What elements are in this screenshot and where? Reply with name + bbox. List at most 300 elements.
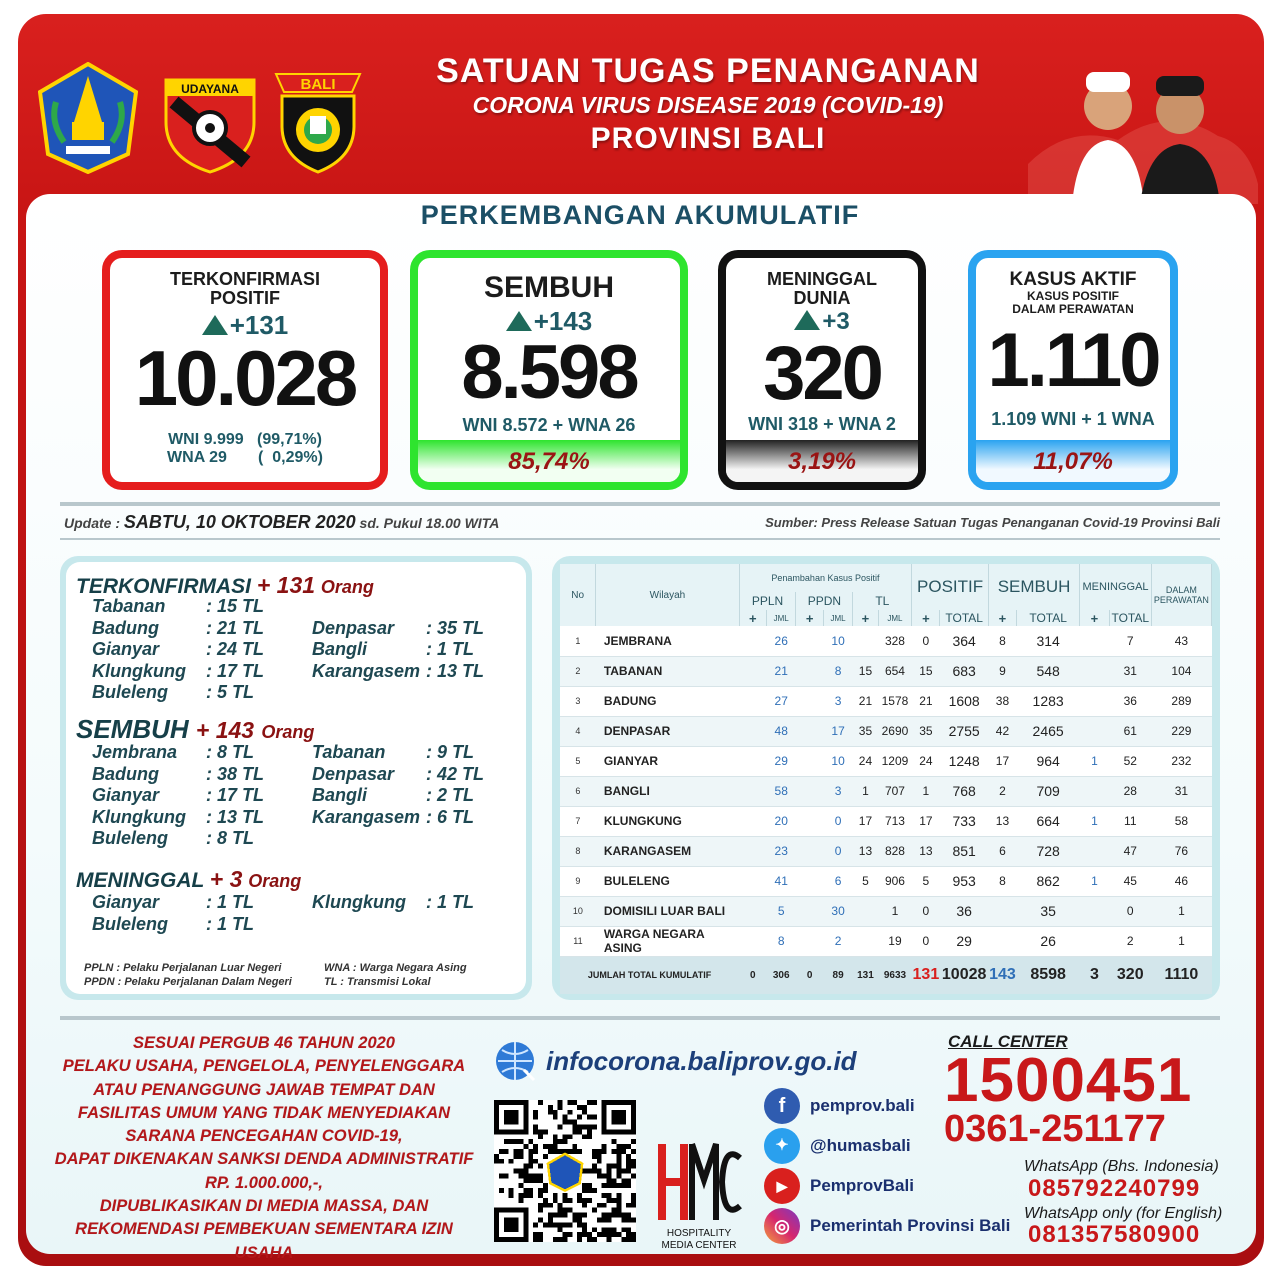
district-name: Gianyar bbox=[92, 892, 160, 912]
district-count: : 1 TL bbox=[426, 892, 474, 912]
konfirmasi-count: + 131 bbox=[256, 572, 316, 598]
table-cell: 5 bbox=[853, 866, 878, 896]
konfirmasi-title: TERKONFIRMASI bbox=[76, 575, 251, 598]
table-cell: 5 bbox=[912, 866, 940, 896]
card-meninggal-pct: 3,19% bbox=[726, 440, 918, 482]
district-name: Karangasem bbox=[312, 806, 421, 827]
update-date: SABTU, 10 OKTOBER 2020 bbox=[123, 512, 356, 532]
th-ppdn: PPDN bbox=[796, 592, 853, 610]
table-cell: 728 bbox=[1017, 836, 1080, 866]
table-cell: 46 bbox=[1151, 866, 1211, 896]
youtube-icon: ▶ bbox=[764, 1168, 800, 1204]
table-cell: 2 bbox=[560, 656, 596, 686]
district-count: : 8 TL bbox=[206, 828, 254, 849]
district-name: Jembrana bbox=[92, 742, 178, 762]
table-cell bbox=[796, 716, 823, 746]
th-ppln: PPLN bbox=[739, 592, 796, 610]
twitter-handle: @humasbali bbox=[810, 1136, 911, 1155]
table-cell bbox=[796, 866, 823, 896]
bali-province-logo bbox=[38, 62, 138, 174]
district-count: : 17 TL bbox=[206, 660, 265, 681]
table-total-row bbox=[560, 956, 1212, 994]
table-cell: 35 bbox=[1017, 896, 1080, 926]
table-cell-wilayah: DENPASAR bbox=[596, 716, 739, 746]
table-cell: 10 bbox=[560, 896, 596, 926]
table-cell bbox=[796, 836, 823, 866]
call-center-label: CALL CENTER bbox=[948, 1032, 1068, 1051]
table-cell: 9 bbox=[988, 656, 1016, 686]
district-count: : 13 TL bbox=[206, 806, 265, 827]
table-cell bbox=[853, 896, 878, 926]
total-cell: 0 bbox=[739, 956, 766, 994]
table-cell: 31 bbox=[1109, 656, 1151, 686]
district-count: : 38 TL bbox=[206, 763, 265, 784]
table-cell: 20 bbox=[766, 806, 795, 836]
whatsapp-en-number[interactable]: 081357580900 bbox=[1028, 1221, 1201, 1248]
district-count: : 2 TL bbox=[426, 785, 474, 806]
card-meninggal-value: 320 bbox=[763, 330, 881, 416]
udayana-logo-text: UDAYANA bbox=[181, 82, 239, 96]
table-cell: 1 bbox=[1080, 806, 1109, 836]
district-count: : 1 TL bbox=[206, 892, 254, 912]
table-cell: 768 bbox=[940, 776, 988, 806]
card-kasus-aktif bbox=[968, 250, 1178, 490]
notice-line: SARANA PENCEGAHAN COVID-19, bbox=[125, 1127, 403, 1146]
th-sembuh-total: TOTAL bbox=[1017, 610, 1080, 626]
table-cell: 906 bbox=[878, 866, 912, 896]
total-label: JUMLAH TOTAL KUMULATIF bbox=[560, 956, 739, 994]
district-name: Tabanan bbox=[92, 596, 166, 616]
table-cell: 0 bbox=[823, 806, 852, 836]
meninggal-unit: Orang bbox=[248, 871, 302, 891]
th-meninggal-total: TOTAL bbox=[1109, 610, 1151, 626]
table-cell: 654 bbox=[878, 656, 912, 686]
table-cell: 548 bbox=[1017, 656, 1080, 686]
qr-code[interactable] bbox=[494, 1100, 636, 1242]
card-aktif-pct: 11,07% bbox=[976, 440, 1170, 482]
card-aktif-value: 1.110 bbox=[987, 318, 1159, 404]
district-name: Denpasar bbox=[312, 617, 395, 638]
district-count: : 21 TL bbox=[206, 617, 265, 638]
th-meninggal: MENINGGAL bbox=[1080, 564, 1152, 610]
table-row bbox=[560, 746, 1212, 776]
table-cell: 38 bbox=[988, 686, 1016, 716]
table-cell: 61 bbox=[1109, 716, 1151, 746]
district-name: Gianyar bbox=[92, 639, 160, 660]
table-cell: 1 bbox=[560, 626, 596, 656]
table-cell: 328 bbox=[878, 626, 912, 656]
table-cell bbox=[853, 926, 878, 956]
daily-summary-inner bbox=[66, 562, 526, 994]
total-cell: 3 bbox=[1080, 956, 1109, 994]
table-cell: 2755 bbox=[940, 716, 988, 746]
daily-summary-panel bbox=[60, 556, 532, 1000]
district-count: : 24 TL bbox=[206, 639, 265, 660]
table-cell: 28 bbox=[1109, 776, 1151, 806]
update-suffix: sd. Pukul 18.00 WITA bbox=[359, 515, 500, 531]
table-cell: 828 bbox=[878, 836, 912, 866]
sembuh-heading bbox=[76, 714, 314, 745]
card-aktif-label3: DALAM PERAWATAN bbox=[1012, 301, 1134, 316]
table-cell-wilayah: BANGLI bbox=[596, 776, 739, 806]
table-row bbox=[560, 896, 1212, 926]
table-cell: 1 bbox=[1151, 896, 1211, 926]
notice-line: SESUAI PERGUB 46 TAHUN 2020 bbox=[133, 1034, 395, 1052]
district-name: Tabanan bbox=[312, 742, 386, 762]
card-meninggal-label2: DUNIA bbox=[793, 287, 851, 308]
card-meninggal bbox=[718, 250, 926, 490]
table-cell: 232 bbox=[1151, 746, 1211, 776]
notice-line: RP. 1.000.000,-, bbox=[204, 1173, 324, 1192]
table-cell bbox=[1080, 926, 1109, 956]
sembuh-title: SEMBUH bbox=[76, 714, 189, 744]
table-cell: 17 bbox=[823, 716, 852, 746]
leaders-photo bbox=[1028, 44, 1258, 204]
source-line: Sumber: Press Release Satuan Tugas Penanganan Covid-19 Provinsi Bali bbox=[765, 515, 1220, 530]
table-cell: 19 bbox=[878, 926, 912, 956]
table-cell: 76 bbox=[1151, 836, 1211, 866]
th-ppln-jml: JML bbox=[766, 610, 795, 626]
card-positif-delta-value: +131 bbox=[229, 309, 289, 340]
table-cell: 29 bbox=[766, 746, 795, 776]
facebook-icon: f bbox=[764, 1088, 800, 1124]
th-penambahan: Penambahan Kasus Positif bbox=[739, 564, 912, 592]
hmc-logo bbox=[654, 1140, 744, 1250]
table-cell bbox=[796, 926, 823, 956]
table-cell bbox=[1080, 896, 1109, 926]
update-line bbox=[64, 512, 499, 533]
legend-ppln: PPLN : Pelaku Perjalanan Luar Negeri bbox=[84, 962, 282, 974]
table-cell bbox=[739, 686, 766, 716]
district-count: : 35 TL bbox=[426, 617, 485, 638]
instagram-icon: ◎ bbox=[764, 1208, 800, 1244]
total-cell: 0 bbox=[796, 956, 823, 994]
phone-number[interactable]: 0361-251177 bbox=[944, 1108, 1166, 1150]
table-cell: 36 bbox=[1109, 686, 1151, 716]
district-count: : 8 TL bbox=[206, 742, 254, 762]
table-cell: 1283 bbox=[1017, 686, 1080, 716]
district-count: : 1 TL bbox=[426, 639, 474, 660]
district-table-panel bbox=[552, 556, 1220, 1000]
district-name: Badung bbox=[92, 617, 159, 638]
district-count: : 13 TL bbox=[426, 660, 485, 681]
globe-icon bbox=[494, 1040, 536, 1082]
table-cell: 6 bbox=[560, 776, 596, 806]
table-cell: 0 bbox=[912, 926, 940, 956]
table-cell: 47 bbox=[1109, 836, 1151, 866]
district-table-body bbox=[560, 626, 1212, 956]
card-aktif-label1: KASUS AKTIF bbox=[1009, 269, 1137, 290]
table-cell: 35 bbox=[912, 716, 940, 746]
th-ppdn-jml: JML bbox=[823, 610, 852, 626]
district-name: Buleleng bbox=[92, 682, 169, 703]
table-cell-wilayah: GIANYAR bbox=[596, 746, 739, 776]
table-cell: 10 bbox=[823, 626, 852, 656]
table-cell bbox=[796, 626, 823, 656]
header-title: SATUAN TUGAS PENANGANAN bbox=[436, 52, 980, 90]
district-name: Buleleng bbox=[92, 913, 169, 934]
polda-bali-logo bbox=[268, 62, 368, 174]
table-cell: 664 bbox=[1017, 806, 1080, 836]
twitter-icon: ✦ bbox=[764, 1128, 800, 1164]
up-arrow-icon bbox=[794, 310, 820, 330]
th-sembuh-plus: + bbox=[988, 610, 1016, 626]
card-positif-wna: WNA 29 ( 0,29%) bbox=[167, 448, 323, 466]
card-sembuh-pct: 85,74% bbox=[418, 440, 680, 482]
table-cell-wilayah: BADUNG bbox=[596, 686, 739, 716]
table-row bbox=[560, 866, 1212, 896]
table-cell: 1 bbox=[878, 896, 912, 926]
table-cell: 11 bbox=[560, 926, 596, 956]
table-cell: 713 bbox=[878, 806, 912, 836]
th-meninggal-plus: + bbox=[1080, 610, 1109, 626]
table-cell bbox=[739, 896, 766, 926]
notice-line: ATAU PENANGGUNG JAWAB TEMPAT DAN bbox=[93, 1080, 435, 1099]
website-link[interactable]: infocorona.baliprov.go.id bbox=[546, 1046, 857, 1076]
table-cell bbox=[739, 806, 766, 836]
social-instagram[interactable] bbox=[764, 1208, 1010, 1244]
table-cell: 8 bbox=[988, 626, 1016, 656]
table-cell: 2 bbox=[988, 776, 1016, 806]
district-name: Denpasar bbox=[312, 763, 395, 784]
table-cell bbox=[796, 896, 823, 926]
table-cell: 13 bbox=[988, 806, 1016, 836]
card-positif-value: 10.028 bbox=[134, 333, 356, 422]
table-cell: 17 bbox=[988, 746, 1016, 776]
table-cell bbox=[796, 686, 823, 716]
th-tl-jml: JML bbox=[878, 610, 912, 626]
table-cell: 709 bbox=[1017, 776, 1080, 806]
table-cell: 1 bbox=[853, 776, 878, 806]
card-sembuh-value: 8.598 bbox=[461, 329, 637, 415]
table-cell: 58 bbox=[1151, 806, 1211, 836]
up-arrow-icon bbox=[202, 315, 228, 335]
table-cell: 43 bbox=[1151, 626, 1211, 656]
district-name: Karangasem bbox=[312, 660, 421, 681]
table-cell: 0 bbox=[912, 626, 940, 656]
table-row bbox=[560, 716, 1212, 746]
table-cell: 42 bbox=[988, 716, 1016, 746]
call-center-number[interactable]: 1500451 bbox=[944, 1046, 1193, 1115]
table-cell: 15 bbox=[912, 656, 940, 686]
table-cell: 707 bbox=[878, 776, 912, 806]
whatsapp-id-number[interactable]: 085792240799 bbox=[1028, 1175, 1201, 1202]
table-cell: 13 bbox=[912, 836, 940, 866]
table-row bbox=[560, 686, 1212, 716]
card-aktif-sub: 1.109 WNI + 1 WNA bbox=[991, 409, 1155, 430]
th-sembuh: SEMBUH bbox=[988, 564, 1079, 610]
th-dalam-perawatan: DALAM PERAWATAN bbox=[1151, 564, 1211, 626]
table-cell: 6 bbox=[988, 836, 1016, 866]
social-facebook[interactable] bbox=[764, 1088, 915, 1124]
card-sembuh bbox=[410, 250, 688, 490]
table-cell: 31 bbox=[1151, 776, 1211, 806]
table-cell: 0 bbox=[912, 896, 940, 926]
table-cell: 21 bbox=[912, 686, 940, 716]
table-cell: 24 bbox=[912, 746, 940, 776]
notice-line: DIPUBLIKASIKAN DI MEDIA MASSA, DAN bbox=[99, 1197, 429, 1216]
update-prefix: Update : bbox=[64, 515, 120, 531]
table-cell bbox=[739, 926, 766, 956]
table-cell-wilayah: KLUNGKUNG bbox=[596, 806, 739, 836]
facebook-handle: pemprov.bali bbox=[810, 1096, 915, 1115]
card-meninggal-delta-value: +3 bbox=[822, 307, 850, 335]
table-cell: 36 bbox=[940, 896, 988, 926]
table-cell bbox=[1080, 716, 1109, 746]
table-cell bbox=[739, 836, 766, 866]
table-cell: 1608 bbox=[940, 686, 988, 716]
table-cell bbox=[1080, 776, 1109, 806]
table-cell bbox=[1080, 686, 1109, 716]
card-aktif-label2: KASUS POSITIF bbox=[1026, 288, 1119, 303]
table-cell bbox=[739, 656, 766, 686]
table-cell: 11 bbox=[1109, 806, 1151, 836]
district-name: Klungkung bbox=[92, 660, 186, 681]
table-cell: 7 bbox=[1109, 626, 1151, 656]
table-cell: 1248 bbox=[940, 746, 988, 776]
table-cell: 5 bbox=[560, 746, 596, 776]
total-cell: 9633 bbox=[878, 956, 912, 994]
table-cell: 1 bbox=[1080, 746, 1109, 776]
social-twitter[interactable] bbox=[764, 1128, 911, 1164]
social-youtube[interactable] bbox=[764, 1168, 914, 1204]
udayana-logo bbox=[160, 62, 260, 174]
district-count: : 5 TL bbox=[206, 682, 254, 703]
divider-top bbox=[60, 502, 1220, 506]
total-cell: 143 bbox=[988, 956, 1016, 994]
table-cell: 964 bbox=[1017, 746, 1080, 776]
table-cell: 24 bbox=[853, 746, 878, 776]
sembuh-unit: Orang bbox=[261, 722, 315, 742]
table-cell: 45 bbox=[1109, 866, 1151, 896]
table-cell: 41 bbox=[766, 866, 795, 896]
table-cell: 26 bbox=[1017, 926, 1080, 956]
table-cell: 2 bbox=[823, 926, 852, 956]
th-positif-plus: + bbox=[912, 610, 940, 626]
district-name: Badung bbox=[92, 763, 159, 784]
table-cell: 683 bbox=[940, 656, 988, 686]
total-cell: 89 bbox=[823, 956, 852, 994]
meninggal-count: + 3 bbox=[209, 866, 243, 892]
table-cell: 1209 bbox=[878, 746, 912, 776]
table-cell: 29 bbox=[940, 926, 988, 956]
district-name: Klungkung bbox=[92, 806, 186, 827]
total-cell: 8598 bbox=[1017, 956, 1080, 994]
table-cell bbox=[796, 776, 823, 806]
district-name: Gianyar bbox=[92, 785, 160, 806]
card-meninggal-label1: MENINGGAL bbox=[767, 269, 877, 289]
table-cell: 58 bbox=[766, 776, 795, 806]
notice-line: DAPAT DIKENAKAN SANKSI DENDA ADMINISTRATIF bbox=[54, 1150, 474, 1169]
table-cell: 0 bbox=[823, 836, 852, 866]
table-cell: 104 bbox=[1151, 656, 1211, 686]
table-cell bbox=[1080, 836, 1109, 866]
divider-bottom bbox=[60, 1016, 1220, 1020]
district-count: : 15 TL bbox=[206, 596, 265, 616]
table-cell: 3 bbox=[823, 686, 852, 716]
total-cell: 131 bbox=[912, 956, 940, 994]
district-table bbox=[560, 564, 1212, 994]
card-terkonfirmasi bbox=[102, 250, 388, 490]
table-cell-wilayah: DOMISILI LUAR BALI bbox=[596, 896, 739, 926]
table-cell: 21 bbox=[853, 686, 878, 716]
table-cell bbox=[739, 746, 766, 776]
district-name: Bangli bbox=[312, 639, 368, 660]
whatsapp-id-label: WhatsApp (Bhs. Indonesia) bbox=[1024, 1158, 1219, 1175]
section-title: PERKEMBANGAN AKUMULATIF bbox=[420, 200, 860, 230]
whatsapp-en-label: WhatsApp only (for English) bbox=[1024, 1205, 1223, 1222]
table-cell bbox=[739, 776, 766, 806]
table-cell: 862 bbox=[1017, 866, 1080, 896]
total-cell: 10028 bbox=[940, 956, 988, 994]
th-no: No bbox=[560, 564, 596, 626]
table-cell: 13 bbox=[853, 836, 878, 866]
th-positif: POSITIF bbox=[912, 564, 989, 610]
table-cell-wilayah: BULELENG bbox=[596, 866, 739, 896]
up-arrow-icon bbox=[506, 311, 532, 331]
table-cell: 2690 bbox=[878, 716, 912, 746]
hmc-text-1: HOSPITALITY bbox=[666, 1228, 732, 1239]
table-cell: 30 bbox=[823, 896, 852, 926]
polda-logo-text: BALI bbox=[300, 76, 336, 93]
th-wilayah: Wilayah bbox=[596, 564, 739, 626]
card-meninggal-sub: WNI 318 + WNA 2 bbox=[748, 413, 896, 434]
table-cell: 5 bbox=[766, 896, 795, 926]
district-count: : 6 TL bbox=[426, 806, 474, 827]
divider-mid bbox=[60, 538, 1220, 540]
table-cell bbox=[739, 716, 766, 746]
table-cell: 851 bbox=[940, 836, 988, 866]
table-cell: 1 bbox=[1151, 926, 1211, 956]
table-row bbox=[560, 626, 1212, 656]
table-cell: 3 bbox=[823, 776, 852, 806]
table-row bbox=[560, 656, 1212, 686]
th-positif-total: TOTAL bbox=[940, 610, 988, 626]
table-cell: 8 bbox=[560, 836, 596, 866]
table-cell: 23 bbox=[766, 836, 795, 866]
table-cell: 8 bbox=[823, 656, 852, 686]
table-cell: 4 bbox=[560, 716, 596, 746]
notice-line: PELAKU USAHA, PENGELOLA, PENYELENGGARA bbox=[62, 1057, 466, 1076]
card-positif-label1: TERKONFIRMASI bbox=[170, 269, 320, 289]
table-cell: 2 bbox=[1109, 926, 1151, 956]
table-cell: 1 bbox=[1080, 866, 1109, 896]
total-cell: 306 bbox=[766, 956, 795, 994]
youtube-handle: PemprovBali bbox=[810, 1176, 914, 1195]
table-cell: 3 bbox=[560, 686, 596, 716]
table-cell: 953 bbox=[940, 866, 988, 896]
table-cell: 27 bbox=[766, 686, 795, 716]
table-cell: 52 bbox=[1109, 746, 1151, 776]
meninggal-title: MENINGGAL bbox=[76, 869, 204, 892]
district-count: : 1 TL bbox=[206, 913, 254, 934]
notice-line: FASILITAS UMUM YANG TIDAK MENYEDIAKAN bbox=[77, 1103, 451, 1122]
table-row bbox=[560, 926, 1212, 956]
table-cell bbox=[1080, 656, 1109, 686]
konfirmasi-heading bbox=[76, 572, 374, 599]
th-ppdn-plus: + bbox=[796, 610, 823, 626]
table-cell: 6 bbox=[823, 866, 852, 896]
district-name: Bangli bbox=[312, 785, 368, 806]
table-cell bbox=[739, 626, 766, 656]
district-name: Klungkung bbox=[312, 892, 406, 912]
table-cell: 21 bbox=[766, 656, 795, 686]
card-positif-wni: WNI 9.999 (99,71%) bbox=[168, 430, 322, 448]
table-row bbox=[560, 836, 1212, 866]
table-cell-wilayah: KARANGASEM bbox=[596, 836, 739, 866]
table-cell: 364 bbox=[940, 626, 988, 656]
table-cell bbox=[796, 806, 823, 836]
